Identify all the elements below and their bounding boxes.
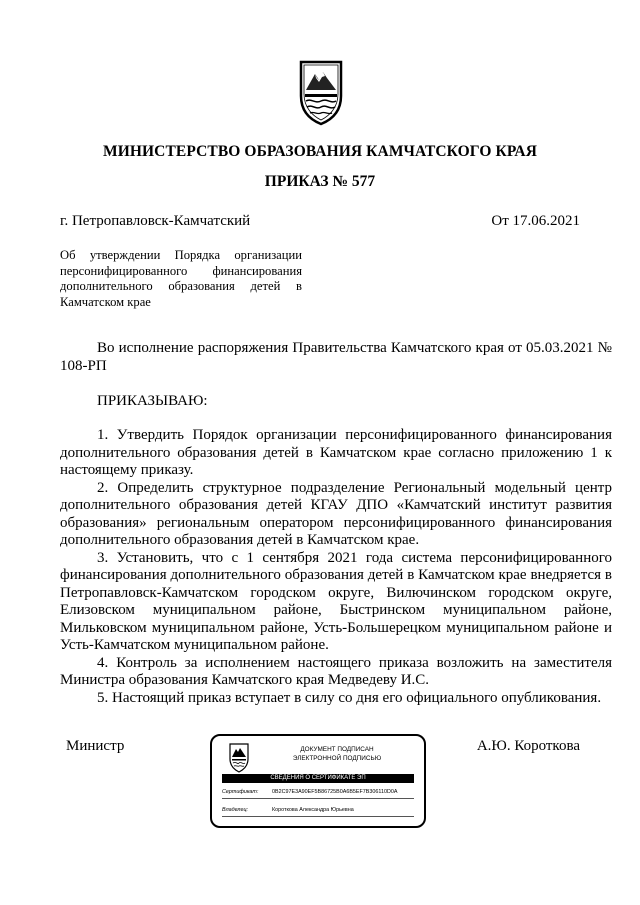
order-item: 1. Утвердить Порядок организации персонифицированного финансирования дополнительного образования детей в Камчатском крае согласно приложению 1 к настоящему приказу. bbox=[60, 427, 612, 478]
owner-value: Короткова Александра Юрьевна bbox=[272, 807, 354, 813]
order-subject: Об утверждении Порядка организации персонифицированного финансирования дополнительного образования детей в Камчатском крае bbox=[60, 248, 302, 309]
order-item: 3. Установить, что с 1 сентября 2021 года система персонифицированного финансирования дополнительного образования детей в Камчатском крае внедряется в Петропавловск-Камчатском городском округе, Вилючинском городском округе, Елизовском муниципальном районе, Быстринском муниципальном районе, Мильковском муниципальном районе, Усть-Большерецком муниципальном районе и Усть-Камчатском муниципальном районе. bbox=[60, 549, 612, 653]
stamp-certificate-bar: СВЕДЕНИЯ О СЕРТИФИКАТЕ ЭП bbox=[222, 774, 414, 783]
city: г. Петропавловск-Камчатский bbox=[60, 213, 251, 229]
order-title: ПРИКАЗ № 577 bbox=[264, 173, 376, 190]
signer-name: А.Ю. Короткова bbox=[476, 738, 580, 754]
kamchatka-coat-of-arms-icon bbox=[228, 743, 250, 773]
order-items bbox=[60, 427, 612, 707]
order-item: 2. Определить структурное подразделение Региональный модельный центр дополнительного образования детей КГАУ ДПО «Камчатский институт развития образования» региональным оператором персонифицированного финансирования дополнительного образования детей в Камчатском крае. bbox=[60, 479, 612, 548]
order-item: 5. Настоящий приказ вступает в силу со дня его официального опубликования. bbox=[97, 689, 602, 706]
stamp-title-line: ДОКУМЕНТ ПОДПИСАН bbox=[300, 746, 374, 753]
stamp-divider bbox=[222, 816, 414, 817]
stamp-title-line: ЭЛЕКТРОННОЙ ПОДПИСЬЮ bbox=[292, 755, 382, 762]
certificate-label: Сертификат: bbox=[222, 789, 259, 795]
signer-position: Министр bbox=[66, 738, 125, 754]
certificate-value: 0B2C97E3A90EF5B86725B0A6B5EF7B306110D0A bbox=[272, 789, 398, 795]
electronic-signature-stamp bbox=[210, 734, 426, 828]
order-date: От 17.06.2021 bbox=[491, 213, 580, 229]
order-item: 4. Контроль за исполнением настоящего приказа возложить на заместителя Министра образования Камчатского края Медведеву И.С. bbox=[60, 654, 612, 688]
stamp-divider bbox=[222, 798, 414, 799]
kamchatka-coat-of-arms-icon bbox=[297, 60, 345, 126]
prikazyvayu-heading: ПРИКАЗЫВАЮ: bbox=[97, 393, 208, 409]
ministry-title: МИНИСТЕРСТВО ОБРАЗОВАНИЯ КАМЧАТСКОГО КРАЯ bbox=[102, 143, 538, 160]
stamp-title bbox=[262, 745, 412, 763]
stamp-owner-row bbox=[222, 806, 414, 814]
owner-label: Владелец: bbox=[222, 807, 249, 813]
stamp-certificate-row bbox=[222, 788, 414, 796]
intro-paragraph: Во исполнение распоряжения Правительства Камчатского края от 05.03.2021 № 108-РП bbox=[60, 340, 612, 374]
